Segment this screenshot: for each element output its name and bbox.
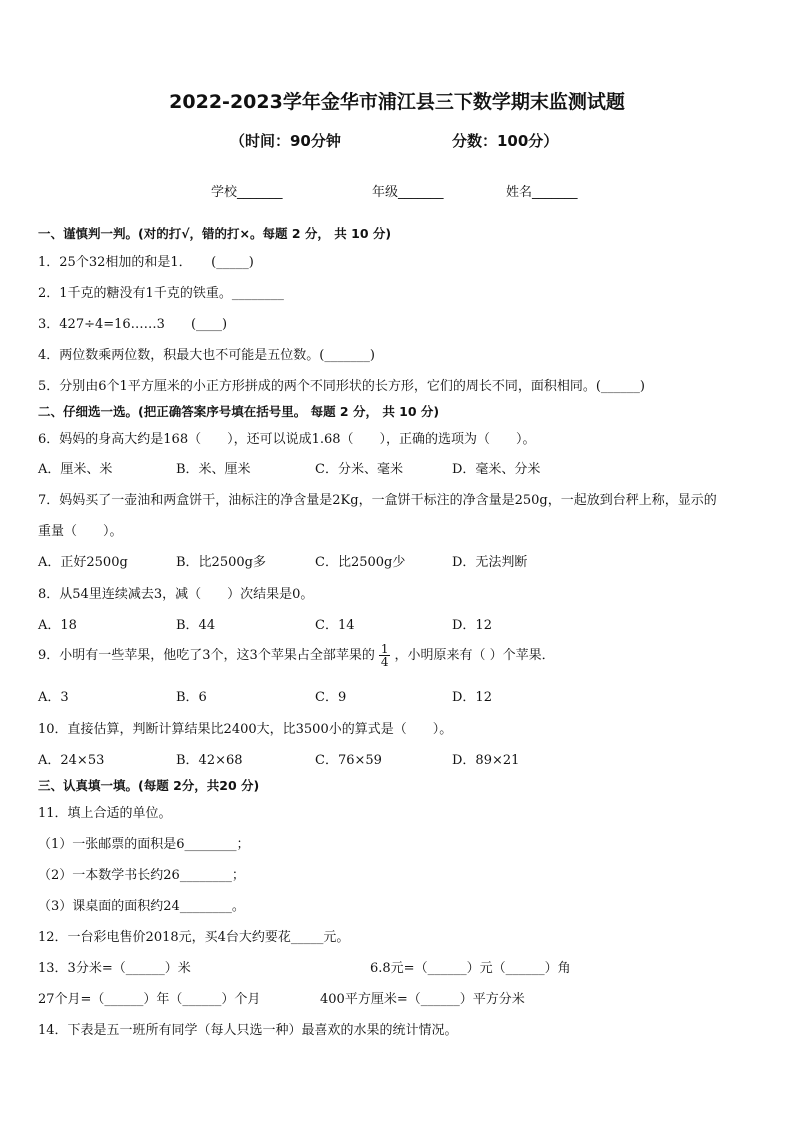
q8-option-d: D．12 — [452, 618, 492, 633]
question-5: 5．分别由6个1平方厘米的小正方形拼成的两个不同形状的长方形，它们的周长不同，面积相同。(______) — [38, 379, 645, 394]
question-7-line1: 7．妈妈买了一壶油和两盒饼干，油标注的净含量是2Kg，一盒饼干标注的净含量是250g，一起放到台秤上称，显示的 — [38, 493, 717, 508]
question-1: 1．25个32相加的和是1． (_____) — [38, 255, 254, 270]
q10-option-c: C．76×59 — [315, 753, 382, 768]
grade-field: 年级_______ — [372, 185, 444, 200]
question-7-line2: 重量（ ）。 — [38, 524, 123, 539]
question-13-part3: 27个月=（______）年（______）个月 — [38, 992, 261, 1007]
exam-title: 2022-2023学年金华市浦江县三下数学期末监测试题 — [169, 91, 625, 113]
one-quarter-fraction — [379, 643, 391, 668]
question-9-text-after: ，小明原来有（ ）个苹果． — [394, 648, 555, 663]
name-field: 姓名_______ — [506, 185, 578, 200]
question-11-part2: （2）一本数学书长约26________； — [38, 868, 245, 883]
q7-option-c: C．比2500g少 — [315, 555, 406, 570]
q6-option-d: D．毫米、分米 — [452, 462, 541, 477]
section3-heading: 三、认真填一填。(每题 2分，共20 分) — [38, 778, 260, 793]
question-13-part2: 6.8元=（______）元（______）角 — [370, 961, 571, 976]
q9-option-d: D．12 — [452, 690, 492, 705]
question-11-part3: （3）课桌面的面积约24________。 — [38, 899, 245, 914]
question-10: 10．直接估算，判断计算结果比2400大，比3500小的算式是（ ）。 — [38, 722, 453, 737]
question-12: 12．一台彩电售价2018元，买4台大约要花_____元。 — [38, 930, 350, 945]
question-13-part1: 13．3分米=（______）米 — [38, 961, 191, 976]
q9-option-b: B．6 — [176, 690, 207, 705]
q10-option-a: A．24×53 — [38, 753, 105, 768]
question-6: 6．妈妈的身高大约是168（ ），还可以说成1.68（ ），正确的选项为（ ）。 — [38, 432, 536, 447]
question-2: 2．1千克的糖没有1千克的铁重。________ — [38, 286, 284, 301]
question-11: 11．填上合适的单位。 — [38, 806, 172, 821]
q9-option-a: A．3 — [38, 690, 69, 705]
q8-option-b: B．44 — [176, 618, 216, 633]
question-9 — [38, 643, 555, 668]
q7-option-a: A．正好2500g — [38, 555, 128, 570]
question-9-text-before: 9．小明有一些苹果，他吃了3个，这3个苹果占全部苹果的 — [38, 648, 375, 663]
question-4: 4．两位数乘两位数，积最大也不可能是五位数。(_______) — [38, 348, 375, 363]
school-field: 学校_______ — [211, 185, 283, 200]
exam-time: （时间：90分钟 — [230, 132, 341, 150]
section1-heading: 一、谨慎判一判。(对的打√，错的打×。每题 2 分， 共 10 分) — [38, 226, 392, 241]
q8-option-a: A．18 — [38, 618, 77, 633]
q6-option-c: C．分米、毫米 — [315, 462, 403, 477]
question-11-part1: （1）一张邮票的面积是6________； — [38, 837, 250, 852]
question-13-part4: 400平方厘米=（______）平方分米 — [320, 992, 525, 1007]
q6-option-b: B．米、厘米 — [176, 462, 251, 477]
q10-option-b: B．42×68 — [176, 753, 243, 768]
fraction-numerator: 1 — [380, 642, 389, 656]
question-3: 3．427÷4=16……3 (____) — [38, 317, 228, 332]
question-8: 8．从54里连续减去3，减（ ）次结果是0。 — [38, 587, 314, 602]
question-14: 14．下表是五一班所有同学（每人只选一种）最喜欢的水果的统计情况。 — [38, 1023, 458, 1038]
q7-option-d: D．无法判断 — [452, 555, 528, 570]
q9-option-c: C．9 — [315, 690, 347, 705]
exam-score: 分数：100分） — [452, 132, 559, 150]
fraction-denominator: 4 — [380, 655, 389, 669]
q6-option-a: A．厘米、米 — [38, 462, 113, 477]
q8-option-c: C．14 — [315, 618, 355, 633]
q7-option-b: B．比2500g多 — [176, 555, 266, 570]
section2-heading: 二、仔细选一选。(把正确答案序号填在括号里。 每题 2 分， 共 10 分) — [38, 404, 440, 419]
q10-option-d: D．89×21 — [452, 753, 520, 768]
